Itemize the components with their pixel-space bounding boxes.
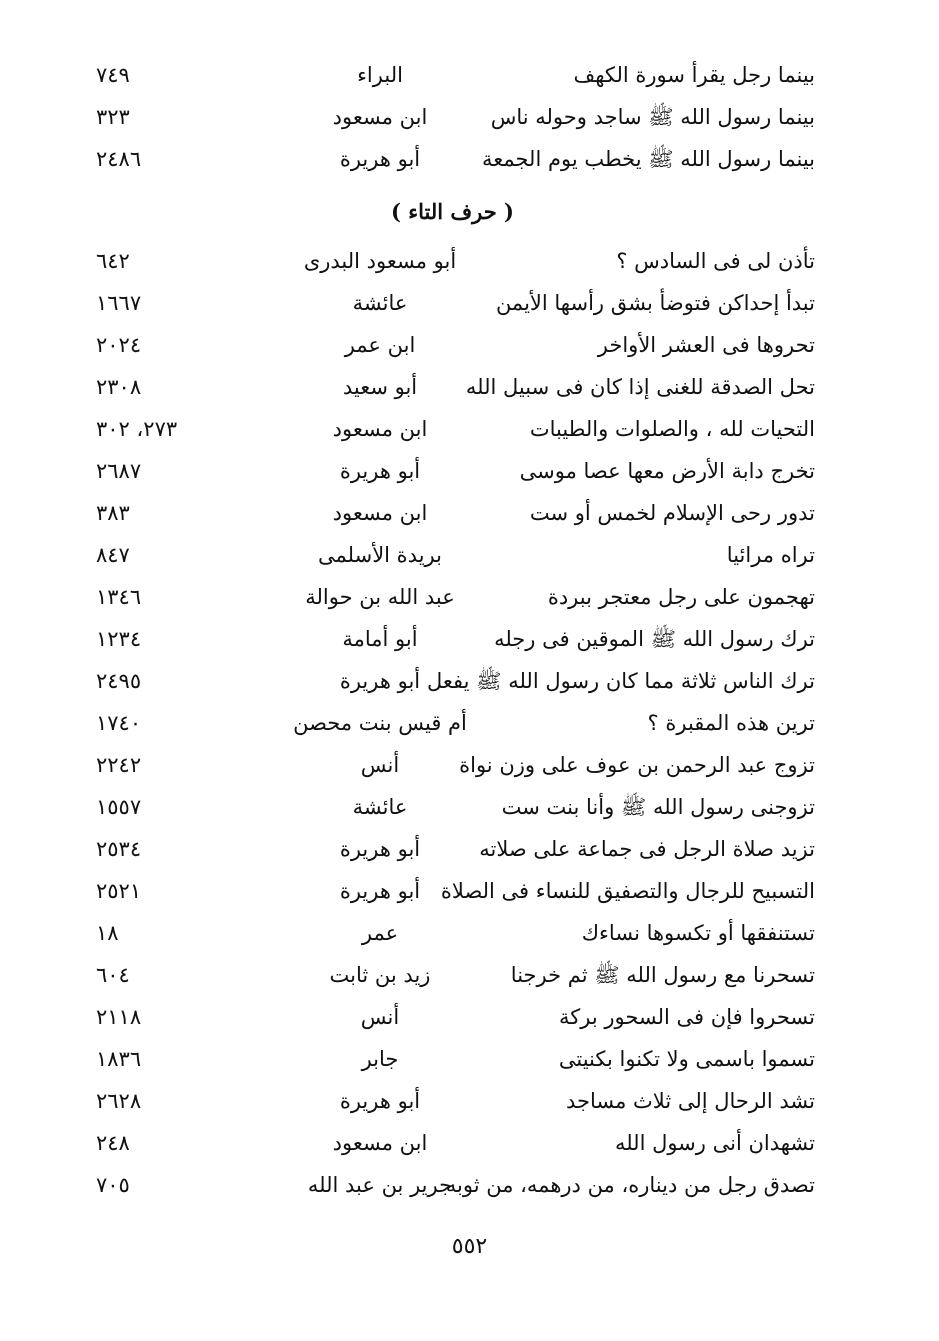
- hadith-number: ٦٠٤: [96, 963, 130, 987]
- index-row: [90, 140, 815, 182]
- narrator-name: أبو هريرة: [339, 837, 421, 861]
- hadith-text: تشهدان أنى رسول الله: [614, 1131, 815, 1155]
- hadith-text: تأذن لى فى السادس ؟: [616, 249, 815, 273]
- index-row: [90, 746, 815, 788]
- narrator-name: جرير بن عبد الله: [307, 1173, 453, 1197]
- narrator-name: البراء: [357, 63, 403, 87]
- index-row: [90, 914, 815, 956]
- narrator-name: أبو هريرة: [339, 459, 421, 483]
- index-row: [90, 788, 815, 830]
- hadith-number: ٣٨٣: [96, 501, 130, 525]
- hadith-text: بينما رجل يقرأ سورة الكهف: [573, 63, 815, 87]
- hadith-text: تزوجنى رسول الله ﷺ وأنا بنت ست: [501, 795, 815, 819]
- narrator-name: أبو أمامة: [342, 627, 418, 651]
- hadith-text: ترك رسول الله ﷺ الموقين فى رجله: [494, 627, 815, 651]
- page-number: ٥٥٢: [451, 1234, 488, 1259]
- narrator-name: أبو هريرة: [339, 669, 421, 693]
- narrator-name: بريدة الأسلمى: [318, 543, 442, 567]
- narrator-name: ابن مسعود: [332, 417, 428, 441]
- index-row: [90, 1040, 815, 1082]
- hadith-text: تزيد صلاة الرجل فى جماعة على صلاته: [479, 837, 815, 861]
- narrator-name: أبو هريرة: [339, 879, 421, 903]
- index-row: [90, 284, 815, 326]
- narrator-name: ابن عمر: [344, 333, 416, 357]
- narrator-name: عائشة: [352, 291, 408, 315]
- hadith-text: تسحرنا مع رسول الله ﷺ ثم خرجنا: [510, 963, 815, 987]
- index-row: [90, 956, 815, 998]
- hadith-number: ٦٤٢: [96, 249, 130, 273]
- hadith-number: ٢١١٨: [96, 1005, 142, 1029]
- index-row: [90, 1124, 815, 1166]
- hadith-text: بينما رسول الله ﷺ يخطب يوم الجمعة: [481, 147, 815, 171]
- hadith-number: ٢٣٠٨: [96, 375, 142, 399]
- narrator-name: أبو هريرة: [339, 147, 421, 171]
- narrator-name: زيد بن ثابت: [329, 963, 431, 987]
- hadith-number: ٢٢٤٢: [96, 753, 142, 777]
- hadith-number: ١٨٣٦: [96, 1047, 142, 1071]
- hadith-text: تزوج عبد الرحمن بن عوف على وزن نواة: [459, 753, 815, 777]
- hadith-text: ترين هذه المقبرة ؟: [647, 711, 815, 735]
- index-row: [90, 536, 815, 578]
- index-row: [90, 98, 815, 140]
- hadith-text: تسموا باسمى ولا تكنوا بكنيتى: [558, 1047, 815, 1071]
- hadith-number: ٧٠٥: [96, 1173, 130, 1197]
- hadith-text: تصدق رجل من ديناره، من درهمه، من ثوبه: [445, 1173, 815, 1197]
- hadith-text: تخرج دابة الأرض معها عصا موسى: [519, 459, 815, 483]
- index-row: [90, 872, 815, 914]
- hadith-text: تحل الصدقة للغنى إذا كان فى سبيل الله: [465, 375, 815, 399]
- index-row: [90, 1082, 815, 1124]
- hadith-number: ١٧٤٠: [96, 711, 142, 735]
- section-title: ( حرف التاء ): [391, 199, 514, 224]
- narrator-name: أم قيس بنت محصن: [293, 711, 467, 735]
- narrator-name: أبو سعيد: [342, 375, 418, 399]
- hadith-number: ٢٥٣٤: [96, 837, 142, 861]
- index-row: [90, 494, 815, 536]
- hadith-number: ٢٥٢١: [96, 879, 142, 903]
- index-row: [90, 326, 815, 368]
- hadith-text: التحيات لله ، والصلوات والطيبات: [529, 417, 815, 441]
- hadith-number: ٢٦٨٧: [96, 459, 142, 483]
- index-row: [90, 410, 815, 452]
- hadith-text: تحروها فى العشر الأواخر: [597, 333, 815, 357]
- narrator-name: ابن مسعود: [332, 1131, 428, 1155]
- narrator-name: جابر: [361, 1047, 399, 1071]
- hadith-number: ١٨: [96, 921, 119, 945]
- index-row: [90, 704, 815, 746]
- narrator-name: ابن مسعود: [332, 105, 428, 129]
- hadith-text: تستنفقها أو تكسوها نساءك: [581, 921, 815, 945]
- narrator-name: عائشة: [352, 795, 408, 819]
- hadith-text: ترك الناس ثلاثة مما كان رسول الله ﷺ يفعل: [427, 669, 815, 693]
- hadith-text: تبدأ إحداكن فتوضأ بشق رأسها الأيمن: [495, 291, 815, 315]
- index-row: [90, 368, 815, 410]
- index-row: [90, 620, 815, 662]
- hadith-number: ٣٢٣: [96, 105, 130, 129]
- narrator-name: عبد الله بن حوالة: [305, 585, 455, 609]
- hadith-text: تهجمون على رجل معتجر ببردة: [547, 585, 815, 609]
- hadith-text: بينما رسول الله ﷺ ساجد وحوله ناس: [490, 105, 815, 129]
- narrator-name: أنس: [360, 753, 400, 777]
- narrator-name: أبو مسعود البدرى: [303, 249, 457, 273]
- narrator-name: عمر: [361, 921, 399, 945]
- hadith-number: ٢٤٨: [96, 1131, 130, 1155]
- index-row: [90, 242, 815, 284]
- hadith-number: ٢٤٨٦: [96, 147, 142, 171]
- index-row: [90, 56, 815, 98]
- index-row: [90, 578, 815, 620]
- hadith-number: ٢٤٩٥: [96, 669, 142, 693]
- hadith-number: ٨٤٧: [96, 543, 130, 567]
- hadith-number: ١٣٤٦: [96, 585, 142, 609]
- index-row: [90, 998, 815, 1040]
- hadith-text: التسبيح للرجال والتصفيق للنساء فى الصلاة: [440, 879, 815, 903]
- index-row: [90, 452, 815, 494]
- hadith-number: ٢٦٢٨: [96, 1089, 142, 1113]
- narrator-name: أنس: [360, 1005, 400, 1029]
- narrator-name: أبو هريرة: [339, 1089, 421, 1113]
- narrator-name: ابن مسعود: [332, 501, 428, 525]
- index-row: [90, 662, 815, 704]
- hadith-text: تدور رحى الإسلام لخمس أو ست: [529, 501, 815, 525]
- hadith-number: ١٢٣٤: [96, 627, 142, 651]
- hadith-text: تشد الرحال إلى ثلاث مساجد: [565, 1089, 815, 1113]
- hadith-number: ١٥٥٧: [96, 795, 142, 819]
- hadith-text: تراه مرائيا: [726, 543, 815, 567]
- hadith-number: ١٦٦٧: [96, 291, 142, 315]
- hadith-number: ٢٠٢٤: [96, 333, 142, 357]
- index-row: [90, 830, 815, 872]
- hadith-text: تسحروا فإن فى السحور بركة: [559, 1005, 815, 1029]
- rows-after-section: [90, 242, 815, 1208]
- hadith-number: ٢٧٣، ٣٠٢: [96, 417, 178, 441]
- index-row: [90, 1166, 815, 1208]
- index-page: [90, 56, 815, 1208]
- hadith-number: ٧٤٩: [96, 63, 130, 87]
- rows-before-section: [90, 56, 815, 182]
